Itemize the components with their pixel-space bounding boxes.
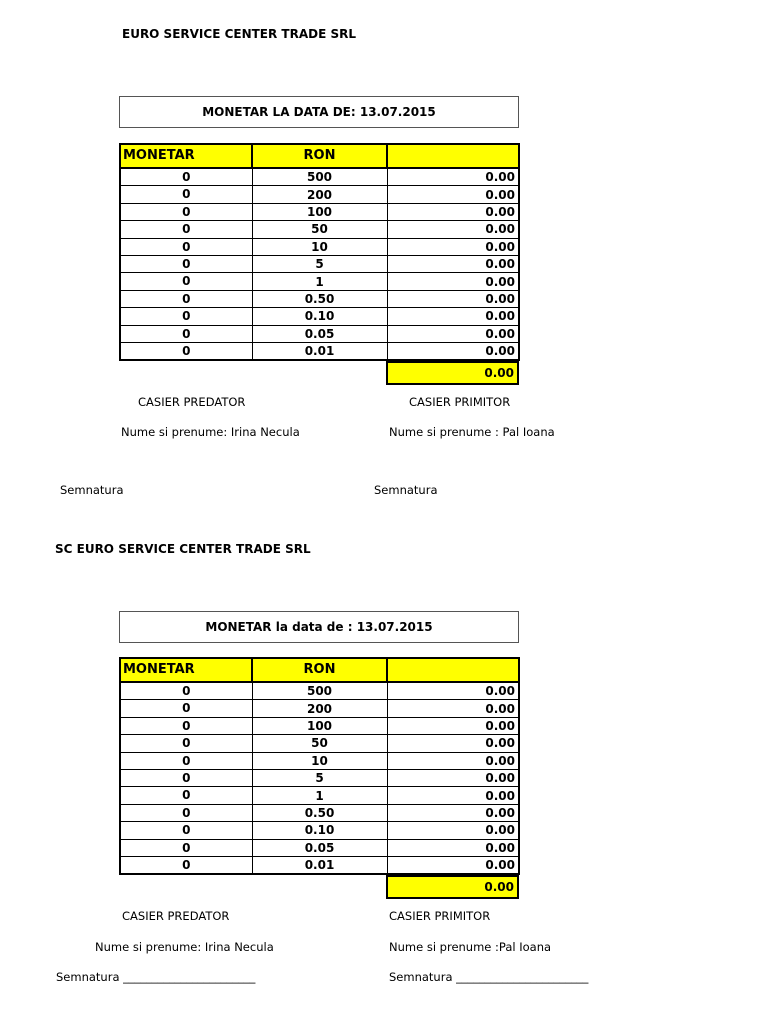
quantity-cell: 0 bbox=[120, 221, 252, 238]
quantity-cell: 0 bbox=[120, 839, 252, 856]
table-row bbox=[120, 168, 519, 186]
table-row bbox=[120, 804, 519, 821]
amount-cell: 0.00 bbox=[387, 700, 519, 717]
casier-primitor-label: CASIER PRIMITOR bbox=[389, 909, 491, 923]
column-header: RON bbox=[252, 144, 387, 168]
quantity-cell: 0 bbox=[120, 735, 252, 752]
table-row bbox=[120, 717, 519, 734]
nume-predator: Nume si prenume: Irina Necula bbox=[95, 940, 274, 954]
amount-cell: 0.00 bbox=[387, 168, 519, 186]
nume-primitor: Nume si prenume : Pal Ioana bbox=[389, 425, 555, 439]
denomination-cell: 10 bbox=[252, 238, 387, 255]
quantity-cell: 0 bbox=[120, 717, 252, 734]
denomination-cell: 200 bbox=[252, 186, 387, 203]
denomination-cell: 0.10 bbox=[252, 308, 387, 325]
table-row bbox=[120, 342, 519, 360]
amount-cell: 0.00 bbox=[387, 752, 519, 769]
denomination-cell: 1 bbox=[252, 273, 387, 290]
quantity-cell: 0 bbox=[120, 238, 252, 255]
denomination-cell: 0.01 bbox=[252, 856, 387, 874]
denomination-cell: 500 bbox=[252, 168, 387, 186]
denomination-cell: 10 bbox=[252, 752, 387, 769]
denomination-cell: 5 bbox=[252, 769, 387, 786]
nume-predator: Nume si prenume: Irina Necula bbox=[121, 425, 300, 439]
amount-cell: 0.00 bbox=[387, 221, 519, 238]
table-row bbox=[120, 203, 519, 220]
quantity-cell: 0 bbox=[120, 186, 252, 203]
denomination-cell: 0.50 bbox=[252, 804, 387, 821]
amount-cell: 0.00 bbox=[387, 839, 519, 856]
quantity-cell: 0 bbox=[120, 325, 252, 342]
table-row bbox=[120, 186, 519, 203]
column-header bbox=[387, 658, 519, 682]
amount-cell: 0.00 bbox=[387, 325, 519, 342]
table-row bbox=[120, 822, 519, 839]
denomination-cell: 500 bbox=[252, 682, 387, 700]
denomination-cell: 0.01 bbox=[252, 342, 387, 360]
semnatura-right: Semnatura _______________________ bbox=[389, 970, 589, 984]
quantity-cell: 0 bbox=[120, 752, 252, 769]
quantity-cell: 0 bbox=[120, 255, 252, 272]
denomination-cell: 100 bbox=[252, 203, 387, 220]
table-header-row bbox=[120, 144, 519, 168]
company-name: EURO SERVICE CENTER TRADE SRL bbox=[122, 27, 356, 41]
amount-cell: 0.00 bbox=[387, 255, 519, 272]
table-row bbox=[120, 839, 519, 856]
quantity-cell: 0 bbox=[120, 822, 252, 839]
quantity-cell: 0 bbox=[120, 804, 252, 821]
amount-cell: 0.00 bbox=[387, 342, 519, 360]
column-header: MONETAR bbox=[120, 144, 252, 168]
quantity-cell: 0 bbox=[120, 769, 252, 786]
column-header: RON bbox=[252, 658, 387, 682]
quantity-cell: 0 bbox=[120, 342, 252, 360]
column-header: MONETAR bbox=[120, 658, 252, 682]
quantity-cell: 0 bbox=[120, 290, 252, 307]
quantity-cell: 0 bbox=[120, 700, 252, 717]
quantity-cell: 0 bbox=[120, 168, 252, 186]
table-row bbox=[120, 735, 519, 752]
table-row bbox=[120, 273, 519, 290]
monetar-table bbox=[119, 143, 520, 361]
total-cell: 0.00 bbox=[386, 361, 519, 385]
denomination-cell: 5 bbox=[252, 255, 387, 272]
amount-cell: 0.00 bbox=[387, 203, 519, 220]
quantity-cell: 0 bbox=[120, 856, 252, 874]
semnatura-left: Semnatura bbox=[60, 483, 124, 497]
quantity-cell: 0 bbox=[120, 787, 252, 804]
table-row bbox=[120, 255, 519, 272]
nume-primitor: Nume si prenume :Pal Ioana bbox=[389, 940, 552, 954]
table-header-row bbox=[120, 658, 519, 682]
amount-cell: 0.00 bbox=[387, 735, 519, 752]
amount-cell: 0.00 bbox=[387, 769, 519, 786]
column-header bbox=[387, 144, 519, 168]
table-row bbox=[120, 238, 519, 255]
total-cell: 0.00 bbox=[386, 875, 519, 899]
amount-cell: 0.00 bbox=[387, 290, 519, 307]
table-row bbox=[120, 769, 519, 786]
date-title-box: MONETAR la data de : 13.07.2015 bbox=[119, 611, 519, 643]
table-row bbox=[120, 856, 519, 874]
quantity-cell: 0 bbox=[120, 273, 252, 290]
table-row bbox=[120, 290, 519, 307]
quantity-cell: 0 bbox=[120, 682, 252, 700]
denomination-cell: 0.10 bbox=[252, 822, 387, 839]
denomination-cell: 0.50 bbox=[252, 290, 387, 307]
denomination-cell: 100 bbox=[252, 717, 387, 734]
amount-cell: 0.00 bbox=[387, 186, 519, 203]
company-name: SC EURO SERVICE CENTER TRADE SRL bbox=[55, 542, 311, 556]
table-row bbox=[120, 221, 519, 238]
amount-cell: 0.00 bbox=[387, 238, 519, 255]
monetar-table bbox=[119, 657, 520, 875]
amount-cell: 0.00 bbox=[387, 804, 519, 821]
amount-cell: 0.00 bbox=[387, 822, 519, 839]
amount-cell: 0.00 bbox=[387, 856, 519, 874]
amount-cell: 0.00 bbox=[387, 717, 519, 734]
table-row bbox=[120, 700, 519, 717]
denomination-cell: 1 bbox=[252, 787, 387, 804]
denomination-cell: 0.05 bbox=[252, 325, 387, 342]
denomination-cell: 0.05 bbox=[252, 839, 387, 856]
semnatura-left: Semnatura _______________________ bbox=[56, 970, 256, 984]
casier-predator-label: CASIER PREDATOR bbox=[138, 395, 246, 409]
amount-cell: 0.00 bbox=[387, 273, 519, 290]
table-row bbox=[120, 308, 519, 325]
semnatura-right: Semnatura bbox=[374, 483, 438, 497]
casier-primitor-label: CASIER PRIMITOR bbox=[409, 395, 511, 409]
table-row bbox=[120, 787, 519, 804]
table-row bbox=[120, 752, 519, 769]
denomination-cell: 200 bbox=[252, 700, 387, 717]
table-row bbox=[120, 682, 519, 700]
amount-cell: 0.00 bbox=[387, 787, 519, 804]
amount-cell: 0.00 bbox=[387, 682, 519, 700]
casier-predator-label: CASIER PREDATOR bbox=[122, 909, 230, 923]
denomination-cell: 50 bbox=[252, 735, 387, 752]
denomination-cell: 50 bbox=[252, 221, 387, 238]
date-title-box: MONETAR LA DATA DE: 13.07.2015 bbox=[119, 96, 519, 128]
table-row bbox=[120, 325, 519, 342]
amount-cell: 0.00 bbox=[387, 308, 519, 325]
quantity-cell: 0 bbox=[120, 308, 252, 325]
quantity-cell: 0 bbox=[120, 203, 252, 220]
